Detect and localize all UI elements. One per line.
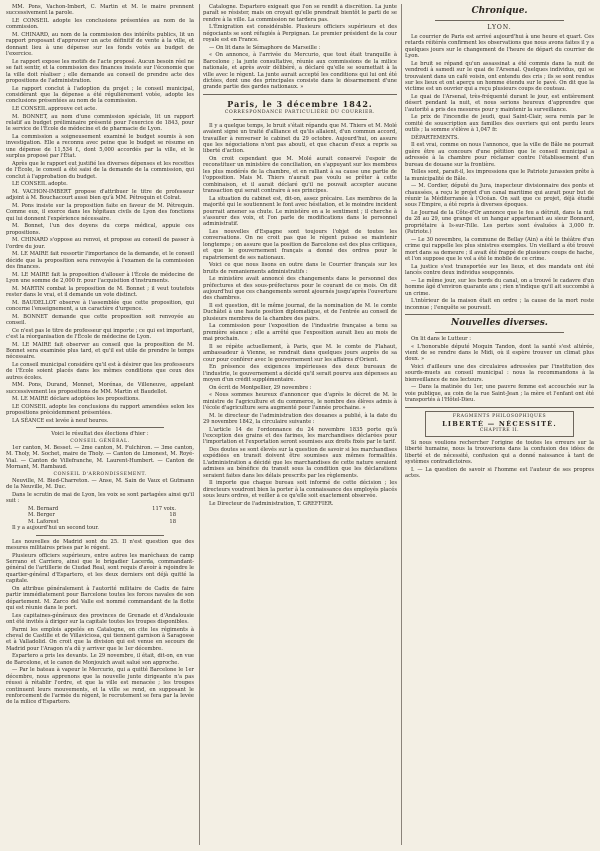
article-paragraph: On lit dans le Lutteur : — [411, 335, 471, 342]
article-paragraph: M. LE MAIRE déclare adoptées les propositions. — [12, 396, 140, 403]
article-paragraph: M. Pons insiste sur la proposition faite en faveur de M. Pétrequin. Comme eux, il exerce dans les hôpitaux civils de Lyon des fonctions qui lui donnent l'expérience nécessaire. — [6, 202, 194, 222]
article-paragraph: On croit cependant que M. Molé aurait conservé l'espoir de reconstituer un ministère de conciliation, en s'appuyant sur les membres les plus modérés de la chambre, et en ralliant à sa cause une partie de l'opposition. Mais M. Thiers n'aurait pas voulu se prêter à cette combinaison, et il aurait déclaré qu'il ne pouvait accepter aucune transaction qui serait contraire à ses principes. — [203, 156, 397, 195]
article-paragraph: Il est question, dit le même journal, de la nomination de M. le comte Duchâtel à une haute position diplomatique, et de l'entrée au conseil de plusieurs membres de la chambre des pairs. — [203, 302, 397, 322]
article-paragraph: M. CHINARD s'oppose au renvoi, et propose au conseil de passer à l'ordre du jour. — [6, 237, 194, 250]
article-paragraph: — M. Cordier, député du Jura, inspecteur divisionnaire des ponts et chaussées, a reçu le projet d'un canal maritime qui aurait pour but de réunir la Méditerranée à l'Océan. On sait que ce projet, déjà étudié sous l'Empire, a été repris à diverses époques. — [405, 183, 594, 209]
article-paragraph: M. BONNET demande que cette proposition soit renvoyée au conseil. — [6, 313, 194, 327]
article-paragraph: Des doutes se sont élevés sur la question de savoir si les marchandises expédiées en transit doivent être soumises aux mêmes formalités. L'administration a décidé que les marchandises de cette nature seraient admises au bénéfice du transit sous la condition que les déclarations seraient faites dans les délais prescrits par les règlements. — [203, 446, 397, 479]
divider — [233, 119, 367, 120]
column-middle-top-text — [203, 4, 397, 91]
article-paragraph: — Par le bateau à vapeur le Mercurio, qui a quitté Barcelone le 1er décembre, nous apprenons que la nouvelle junte dirigeante n'a pas réussi à rétablir l'ordre, et que la ville est menacée ; les troupes continuent leurs mouvements, et la ville se rend, en supposant le renforcement de l'armée du régent, le recrutement se fera par la levée de la milice d'Espartero. — [6, 667, 194, 706]
article-paragraph: Plusieurs officiers supérieurs, entre autres les maréchaux de camp Serrano et Carriero, ainsi que le brigadier Lacerda, commandant-général de l'artillerie de Ciudad Real, sont requis d'avoir à rejoindre le quartier-général d'Espartero, et les deux derniers ont déjà quitté la capitale. — [6, 552, 194, 585]
article-paragraph: LE CONSEIL adopte les conclusions présentées au nom de la commission. — [6, 18, 194, 31]
fragments-title: FRAGMENTS PHILOSOPHIQUES — [452, 413, 547, 419]
article-paragraph: M. BAUDELLOT observe à l'assemblée que cette proposition, qui concerne l'enseignement, a un caractère d'urgence. — [6, 299, 194, 313]
article-paragraph: En présence des exigences impérieuses des deux bureaux de l'industrie, le gouvernement a décidé qu'il serait pourvu aux dépenses au moyen d'un crédit supplémentaire. — [203, 364, 397, 383]
article-paragraph: LE CONSEIL adopte les conclusions du rapport amendées selon les propositions précédemment présentées. — [6, 404, 194, 417]
article-paragraph: Le quai de l'Arsenal, très-fréquenté durant le jour, est entièrement désert pendant la nuit, et nous serions heureux d'apprendre que l'autorité a pris des mesures pour y maintenir la surveillance. — [405, 94, 594, 113]
article-paragraph: M. VACHON-IMBERT propose d'attribuer le titre de professeur adjoint à M. Bouchacourt aussi bien qu'à MM. Pétrequin et Colrat. — [6, 188, 194, 202]
article-paragraph: M. MARTIN combat la proposition de M. Bonnet ; il veut toutefois rester dans le vrai, et il demande un vote distinct. — [6, 285, 194, 299]
article-paragraph: M. LE MAIRE fait observer au conseil que la proposition de M. Bonnet sera examinée plus tard, et qu'il est utile de prendre le temps nécessaire. — [6, 341, 194, 361]
column-middle — [203, 4, 397, 845]
article-paragraph: LA SÉANCE est levée à neuf heures. — [12, 418, 109, 425]
column-middle-text — [203, 123, 397, 507]
article-paragraph: Ce n'est pas le titre de professeur qui importe ; ce qui est important, c'est la réorganisation de l'École de médecine de Lyon. — [6, 327, 194, 341]
article-paragraph: Parmi les emplois appelés en Catalogne, on cite les régiments à cheval de Castille et de Villaviciosa, qui tiennent garnison à Saragosse et à Valladolid. On croit que la division qui est venue en secours de Madrid pour l'Aragon n'a dû y arriver que le 1er décembre. — [6, 626, 194, 652]
article-paragraph: « Nous sommes heureux d'annoncer que d'après le décret de M. le ministre de l'agriculture et du commerce, le nombre des élèves admis à l'école d'agriculture sera augmenté pour l'année prochaine. » — [203, 392, 397, 411]
article-paragraph: Le ministère avait annoncé des changements dans le personnel des préfectures et des sous-préfectures pour le courant de ce mois. On dit aujourd'hui que ces changements seront ajournés jusqu'après l'ouverture des chambres. — [203, 276, 397, 302]
result-row: M. Bernard 117 voix. — [28, 505, 176, 512]
article-paragraph: Il importe que chaque bureau soit informé de cette décision ; les directeurs voudront bien la porter à la connaissance des employés placés sous leurs ordres, et veiller à ce qu'elle soit exactement observée. — [203, 480, 397, 499]
divider — [203, 94, 397, 95]
column-left — [6, 4, 194, 845]
article-paragraph: M. le directeur de l'administration des douanes a publié, à la date du 29 novembre 1842, la circulaire suivante : — [203, 412, 397, 425]
article-paragraph: LE CONSEIL approuve cet acte. — [12, 106, 97, 113]
article-paragraph: M. Bonnet, l'un des doyens du corps médical, appuie ces propositions. — [6, 223, 194, 236]
article-paragraph: LE CONSEIL adopte. — [12, 181, 68, 188]
article-paragraph: La commission pour l'exposition de l'industrie française a tenu sa première séance ; elle a arrêté que l'exposition aurait lieu au mois de mai prochain. — [203, 323, 397, 343]
article-paragraph: — Le même jour, sur les bords du canal, on a trouvé le cadavre d'un homme âgé d'environ quarante ans ; rien n'indique qu'il ait succombé à un crime. — [405, 277, 594, 297]
election-text: Neuville, M. Bied-Charreton. — Anse, M. Sain de Vaux et Gutmann de la Neuville, M. Duc. — [6, 477, 194, 491]
result-row: M. Laforest 18 — [28, 518, 176, 525]
article-paragraph: « On annonce, à l'arrivée du Mercurio, que tout était tranquille à Barcelone ; la junte consultative, réunie aux commissions de la milice nationale, et après avoir délibéré, a déclaré qu'elle se soumettait à la ville avec le régent. La junte aurait accepté les conditions qui lui ont été dictées, dont une des principales consiste dans le désarmement d'une grande partie des gardes nationaux. » — [203, 52, 397, 91]
article-paragraph: Il y a quelque temps, le bruit s'était répandu que M. Thiers et M. Molé avaient signé un traité d'alliance et qu'ils allaient, d'un commun accord, travailler à renverser le cabinet du 29 octobre. Aujourd'hui, on assure que les négociations n'ont pas abouti, et que chacun d'eux a repris sa liberté d'action. — [203, 122, 397, 155]
divider — [36, 535, 164, 536]
chronique-title: Chronique. — [471, 6, 528, 16]
article-paragraph: Les nouvelles d'Espagne sont toujours l'objet de toutes les conversations. On ne croit pas que le régent puisse se maintenir longtemps ; on assure que la position de Barcelone est des plus critiques, et que le gouvernement français a donné des ordres pour le rapatriement de ses nationaux. — [203, 228, 397, 261]
article-paragraph: On attribue généralement à l'autorité militaire de Cadix de faire partir immédiatement pour Barcelone toutes les forces navales de son département. M. Zarco del Valle est nommé commandant de la flotte qui est réunie dans le port. — [6, 585, 194, 611]
article-paragraph: Le Journal de la Côte-d'Or annonce que le feu a détruit, dans la nuit du 28 au 29, une grange et un hangar appartenant au sieur Bonnard, propriétaire à Is-sur-Tille. Les pertes sont évaluées à 3,000 fr. (Patriote.) — [405, 210, 594, 236]
fragments-chapter: CHAPITRE II. — [479, 428, 520, 434]
column-rule — [199, 4, 200, 845]
election-intro: Voici le résultat des élections d'hier : — [51, 431, 149, 438]
article-paragraph: Après que le rapport eut justifié les diverses dépenses et les recettes de l'École, le conseil a été saisi de la demande de la commission, qui conclut à l'approbation du budget. — [6, 160, 194, 180]
divider — [36, 427, 164, 428]
column-left-bottom-text — [6, 539, 194, 706]
article-paragraph: Il se répète actuellement, à Paris, que M. le comte de Flahaut, ambassadeur à Vienne, se rendrait dans quelques jours auprès de sa cour pour conférer avec le gouvernement sur les affaires d'Orient. — [203, 343, 397, 363]
chronique-text — [405, 34, 594, 311]
election-results — [6, 506, 194, 525]
article-paragraph: Voici d'ailleurs une des circulaires adressées par l'institution des sourds-muets au conseil municipal : nous la recommandons à la bienveillance de nos lecteurs. — [405, 363, 594, 383]
election-text: 1er canton, M. Besset. — 2me canton, M. Fulchiron. — 3me canton, M. Tholy, M. Sochet, maire de Tholy. — Canton de Limonest, M. Royé-Vial. — Canton de Villefranche, M. Laurent-Humbert. — Canton de Mornant, M. Rambaud. — [6, 445, 194, 471]
article-paragraph: « L'honorable député Moquin Tandon, dont la santé s'est altérée, vient de se rendre dans le Midi, où il espère trouver un climat plus doux. » — [405, 343, 594, 363]
article-paragraph: Catalogne. Espartero exigeait que l'on se rendît à discrétion. La junte paraît se résister, mais on croyait qu'elle prendrait bientôt le parti de se rendre à la ville. La commission ne tardera pas. — [203, 4, 397, 23]
article-paragraph: La justice s'est transportée sur les lieux, et des mandats ont été lancés contre deux individus soupçonnés. — [405, 263, 594, 277]
misc-news-text — [405, 336, 594, 404]
article-paragraph: M. LE MAIRE fait ressortir l'importance de la demande, et le conseil décide que la proposition sera renvoyée à l'examen de la commission des finances. — [6, 251, 194, 271]
article-paragraph: Le Directeur de l'administration, T. GREFFIER. — [209, 500, 334, 507]
article-paragraph: Le rapport expose les motifs de l'acte proposé. Aucun besoin réel ne se fait sentir, et la commission des finances insiste sur l'économie que la ville doit réaliser ; elle demande au conseil de prendre acte des propositions de l'administration. — [6, 58, 194, 85]
fragments-text: Si nous voulions rechercher l'origine de toutes les erreurs sur la liberté humaine, nous la trouverions dans la confusion des idées de liberté et de nécessité, confusion qui a donné naissance à tant de systèmes contradictoires. — [405, 440, 594, 466]
article-paragraph: Le prix de l'incendie de jeudi, quai Saint-Clair, sera remis par le comité de souscription aux familles des ouvriers qui ont perdu leurs outils ; la somme s'élève à 1,047 fr. — [405, 114, 594, 134]
dateline-heading: Paris, le 3 décembre 1842. — [227, 98, 373, 109]
article-paragraph: Le bruit se répand qu'un assassinat a été commis dans la nuit de vendredi à samedi sur le quai de l'Arsenal. Quelques individus, qui se trouvaient dans un café voisin, ont entendu des cris ; ils se sont rendus sur les lieux et ont aperçu un homme étendu sur le pavé. On dit que la victime est un ouvrier qui a reçu plusieurs coups de couteau. — [405, 60, 594, 93]
column-right — [405, 4, 594, 845]
election-subheading: CONSEIL D'ARRONDISSEMENT. — [53, 471, 147, 477]
election-subheading: CONSEIL GÉNÉRAL. — [70, 439, 130, 445]
article-paragraph: MM. Pons, Vachon-Imbert, C. Martin et M. le maire prennent successivement la parole. — [6, 4, 194, 17]
article-paragraph: Les capitaines-généraux des provinces de Grenade et d'Andalousie ont été invités à diriger sur la capitale toutes les troupes disponibles. — [6, 612, 194, 625]
divider — [435, 20, 564, 21]
article-paragraph: Les nouvelles de Madrid sont du 25. Il n'est question que des mesures militaires prises par le régent. — [6, 538, 194, 551]
column-left-top-text — [6, 4, 194, 424]
article-paragraph: Le courrier de Paris est arrivé aujourd'hui à une heure et quart. Ces retards réitérés confirment les observations que nous avons faites il y a quelques jours sur le changement de l'heure de départ du courrier de Lyon. — [405, 34, 594, 60]
article-paragraph: On écrit de Montpellier, 29 novembre : — [209, 384, 312, 391]
result-row: M. Berger 18 — [28, 512, 176, 519]
misc-news-title: Nouvelles diverses. — [451, 317, 548, 328]
article-paragraph: Espartero a pris les devants. Le 29 novembre, il était, dit-on, en vue de Barcelone, et le canon de Monjouich avait salué son approche. — [6, 653, 194, 666]
article-paragraph: Telles sont, parait-il, les impressions que le Patriote jurassien prête à la municipalité de Bâle. — [405, 169, 594, 182]
article-paragraph: M. LE MAIRE fait la proposition d'allouer à l'École de médecine de Lyon une somme de 2,000 fr. pour l'acquisition d'instruments. — [6, 271, 194, 285]
column-rule — [401, 4, 402, 845]
article-paragraph: La situation du cabinet est, dit-on, assez précaire. Les membres de la majorité qui le soutiennent le font avec hésitation, et le moindre incident pourrait amener sa chute. Le ministère en a le sentiment ; il cherche à s'assurer des voix, et l'on parle de modifications dans le personnel administratif. — [203, 195, 397, 228]
fragments-end: I. — La question de savoir si l'homme est l'auteur de ses propres actes. — [405, 466, 594, 480]
article-paragraph: Il est vrai, comme on nous l'annonce, que la ville de Bâle ne pourrait guère être au concours d'une pétition que le conseil municipal a adressée à la chambre pour réclamer contre l'établissement d'un bureau de douane sur la frontière. — [405, 142, 594, 168]
article-paragraph: Le rapport conclut à l'adoption du projet ; le conseil municipal, considérant que la dépense a été régulièrement votée, adopte les conclusions présentées au nom de la commission. — [6, 85, 194, 105]
article-paragraph: L'intérieur de la maison était en ordre ; la cause de la mort reste inconnue ; l'enquête se poursuit. — [405, 298, 594, 311]
city-heading: LYON. — [487, 24, 512, 31]
article-paragraph: M. BONNET, au nom d'une commission spéciale, lit un rapport relatif au budget préliminaire présenté pour l'exercice de 1843, pour le service de l'École de médecine et de pharmacie de Lyon. — [6, 113, 194, 133]
article-paragraph: La commission a soigneusement examiné le budget soumis à son investigation. Elle a reconnu avec peine que le budget se résume en une dépense de 11,534 f., dont 5,000 accordés par la ville, et le surplus proposé par l'État. — [6, 134, 194, 160]
article-paragraph: — Le 30 novembre, la commune de Bellay (Ain) a été le théâtre d'un crime qui rappelle les plus sinistres exemples. Un vieillard a été trouvé mort dans sa demeure ; il avait été frappé de plusieurs coups de hache, et l'on suppose que le vol a été le mobile de ce crime. — [405, 236, 594, 263]
divider — [405, 407, 594, 408]
article-paragraph: M. CHINARD, au nom de la commission des intérêts publics, lit un rapport proposant d'approuver un acte définitif de vente à la ville, et donnant lieu à une dépense sur les fonds votés au budget de l'exercice. — [6, 32, 194, 58]
divider — [405, 314, 594, 315]
dateline-subheading: CORRESPONDANCE PARTICULIÈRE DU COURRIER. — [224, 109, 376, 115]
election-text: Dans le scrutin de mai de Lyon, les voix se sont partagées ainsi qu'il suit : — [6, 491, 194, 505]
article-paragraph: — Dans la matinée du 1er, une pauvre femme est accouchée sur la voie publique, au coin de la rue Saint-Jean ; la mère et l'enfant ont été transportés à l'Hôtel-Dieu. — [405, 384, 594, 404]
article-paragraph: MM. Pons, Durand, Monnet, Morénas, de Villeneuve, appelant successivement les propositions de MM. Martin et Baudellot. — [6, 382, 194, 395]
feuilleton-box — [425, 411, 574, 438]
divider — [435, 332, 564, 333]
fragments-heading: LIBERTÉ — NÉCESSITÉ. — [442, 419, 557, 428]
article-paragraph: L'Émigration est considérable. Plusieurs officiers supérieurs et des négociants se sont réfugiés à Perpignan. Le premier président de la cour royale est en France. — [203, 24, 397, 44]
election-end: Il y a aujourd'hui un second tour. — [12, 525, 99, 532]
article-paragraph: — On lit dans le Sémaphore de Marseille : — [209, 44, 321, 51]
article-paragraph: DÉPARTEMENTS. — [411, 134, 459, 141]
article-paragraph: Voici ce que nous lisons en outre dans le Courrier français sur les bruits de remaniements administratifs : — [203, 262, 397, 275]
article-paragraph: Le conseil municipal considère qu'il est à désirer que les professeurs de l'École soient placés dans les mêmes conditions que ceux des autres écoles. — [6, 362, 194, 381]
article-paragraph: L'article 14 de l'ordonnance du 24 novembre 1835 porte qu'à l'exception des grains et des farines, les marchandises déclarées pour l'importation et l'exportation seront soumises aux droits fixés par le tarif. — [203, 426, 397, 446]
